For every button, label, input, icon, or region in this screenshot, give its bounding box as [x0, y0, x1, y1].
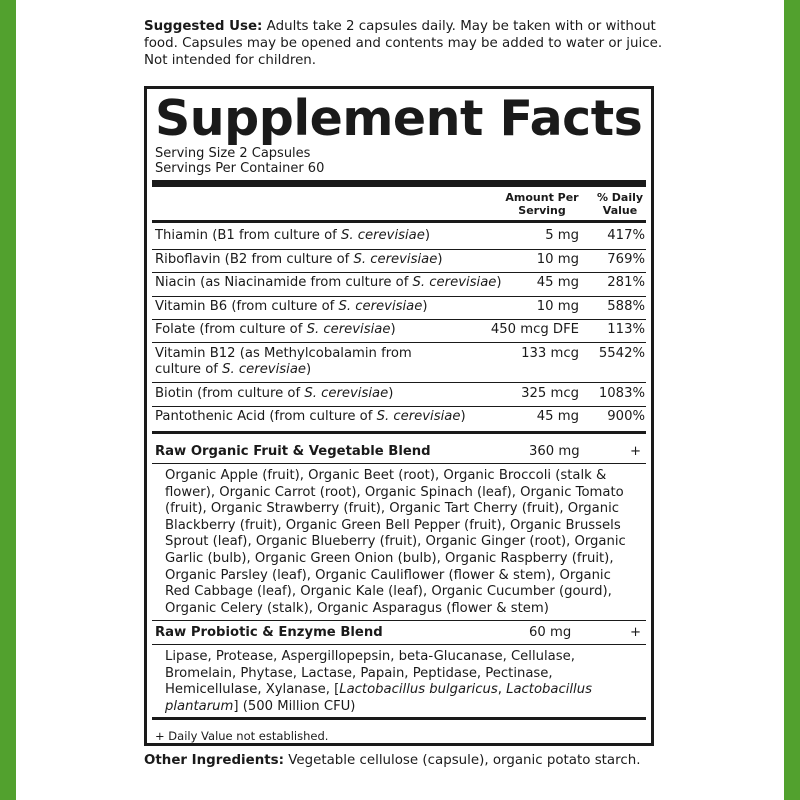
row-divider: [152, 644, 646, 645]
blend-dv: +: [629, 444, 641, 459]
blend-contents: Organic Apple (fruit), Organic Beet (root), Organic Broccoli (stalk & flower), Organic Carrot (root), Organic Spinach (leaf), Organic Tomato (fruit), Organic Strawberry (fruit), Organic Tart Cherry (fruit), Organic Blackberry (fruit), Organic Green Bell Pepper (fruit), Organic Brussels Sprout (leaf), Organic Blueberry (fruit), Organic Ginger (root), Organic Garlic (bulb), Organic Green Onion (bulb), Organic Raspberry (fruit), Organic Parsley (leaf), Organic Cauliflower (flower & stem), Organic Red Cabbage (leaf), Organic Kale (leaf), Organic Cucumber (gourd), Organic Celery (stalk), Organic Asparagus (flower & stem): [165, 468, 626, 616]
nutrient-dv: 588%: [607, 299, 645, 314]
blend-dv: +: [629, 625, 641, 640]
blend-contents: Lipase, Protease, Aspergillopepsin, beta-Glucanase, Cellulase, Bromelain, Phytase, Lactase, Papain, Peptidase, Pectinase, Hemicellulase, Xylanase, [Lactobacillus bulgaricus, Lactobacillus plantarum] (500 Million CFU): [165, 649, 592, 714]
suggested-use: [144, 18, 664, 69]
row-divider: [152, 296, 646, 297]
left-green-border: [0, 0, 16, 800]
blend-name: Raw Probiotic & Enzyme Blend: [155, 625, 383, 640]
row-divider: [152, 382, 646, 383]
blend-row: [155, 625, 645, 641]
blend-row: [155, 444, 645, 460]
nutrient-amount: 5 mg: [545, 228, 579, 243]
nutrient-dv: 281%: [607, 275, 645, 290]
nutrient-name: Riboflavin (B2 from culture of S. cerevisiae): [155, 252, 443, 267]
blend-amount: 360 mg: [529, 444, 580, 459]
serving-info: [155, 146, 324, 176]
row-divider: [152, 620, 646, 621]
row-divider: [152, 272, 646, 273]
nutrient-dv: 769%: [607, 252, 645, 267]
section-divider: [152, 717, 646, 720]
blend-amount: 60 mg: [529, 625, 572, 640]
row-divider: [152, 249, 646, 250]
blend-name: Raw Organic Fruit & Vegetable Blend: [155, 444, 431, 459]
nutrient-name: Vitamin B12 (as Methylcobalamin from culture of S. cerevisiae): [155, 346, 412, 377]
row-divider: [152, 406, 646, 407]
nutrient-name: Folate (from culture of S. cerevisiae): [155, 322, 396, 337]
suggested-use-label: Suggested Use:: [144, 19, 263, 34]
row-divider: [152, 463, 646, 464]
nutrient-amount: 133 mcg: [521, 346, 579, 361]
row-divider: [152, 319, 646, 320]
nutrient-dv: 417%: [607, 228, 645, 243]
footnote: + Daily Value not established.: [155, 729, 329, 743]
row-divider: [152, 342, 646, 343]
nutrient-amount: 325 mcg: [521, 386, 579, 401]
nutrient-amount: 45 mg: [536, 275, 579, 290]
nutrient-amount: 45 mg: [536, 409, 579, 424]
other-ingredients-text: Vegetable cellulose (capsule), organic potato starch.: [283, 753, 641, 768]
nutrient-dv: 900%: [607, 409, 645, 424]
nutrient-name: Thiamin (B1 from culture of S. cerevisiae): [155, 228, 431, 243]
nutrient-amount: 10 mg: [536, 299, 579, 314]
nutrient-name: Niacin (as Niacinamide from culture of S. cerevisiae): [155, 275, 502, 290]
nutrient-dv: 1083%: [598, 386, 645, 401]
section-divider: [152, 431, 646, 434]
right-green-border: [784, 0, 800, 800]
other-ingredients-label: Other Ingredients:: [144, 753, 284, 768]
nutrient-dv: 5542%: [598, 346, 645, 361]
suggested-use-text: Adults take 2 capsules daily. May be taken with or without food. Capsules may be opened and contents may be added to water or juice. Not intended for children.: [144, 19, 663, 68]
serving-size: Serving Size 2 Capsules: [155, 146, 311, 161]
servings-per-container: Servings Per Container 60: [155, 161, 325, 176]
nutrient-name: Pantothenic Acid (from culture of S. cerevisiae): [155, 409, 466, 424]
header-amount: Amount Per Serving: [505, 191, 579, 217]
thick-divider: [152, 180, 646, 187]
supplement-facts-panel: [144, 86, 654, 746]
nutrient-dv: 113%: [607, 322, 645, 337]
nutrient-amount: 450 mcg DFE: [490, 322, 579, 337]
nutrient-name: Biotin (from culture of S. cerevisiae): [155, 386, 394, 401]
panel-title: Supplement Facts: [155, 90, 643, 147]
other-ingredients: [144, 752, 640, 769]
nutrient-name: Vitamin B6 (from culture of S. cerevisiae): [155, 299, 428, 314]
nutrient-amount: 10 mg: [536, 252, 579, 267]
header-divider: [152, 220, 646, 223]
header-daily-value: % Daily Value: [596, 191, 644, 217]
